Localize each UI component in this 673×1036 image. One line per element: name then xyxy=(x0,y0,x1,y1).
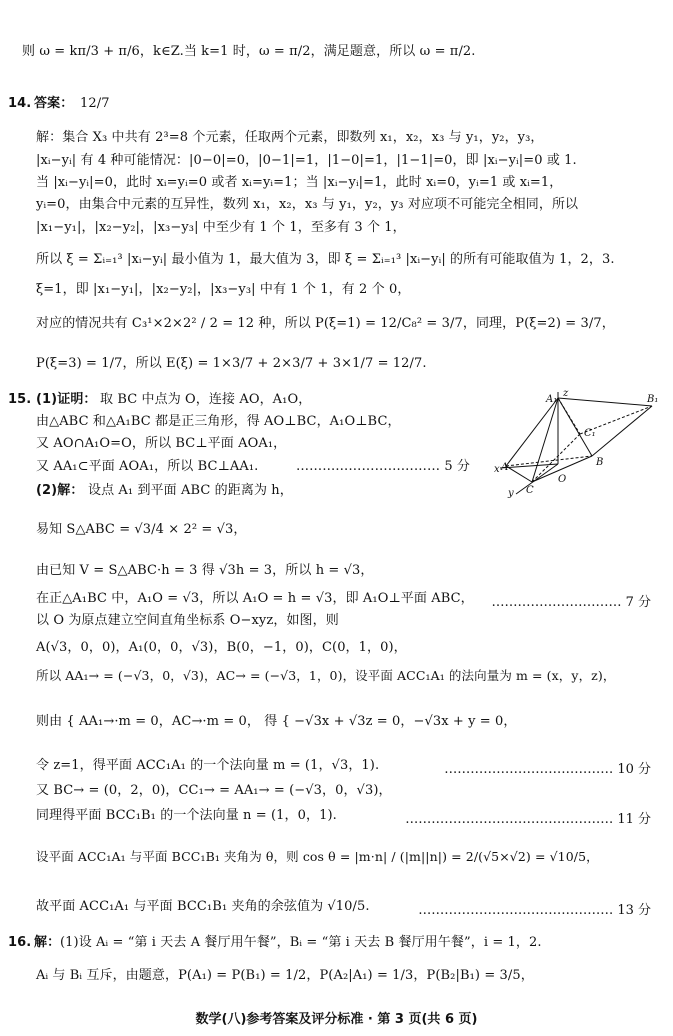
q15-line-15: 同理得平面 BCC₁B₁ 的一个法向量 n = (1，0，1). xyxy=(36,808,337,823)
score-7: ………………………… 7 分 xyxy=(491,595,651,610)
edge-A1B xyxy=(558,398,592,456)
q14-line-4: yᵢ=0，由集合中元素的互异性，数列 x₁，x₂，x₃ 与 y₁，y₂，y₃ 对应项不可能完全相同，所以 xyxy=(36,197,579,212)
score-10: ………………………………… 10 分 xyxy=(444,762,651,777)
q15-line-4: 又 AA₁⊂平面 AOA₁，所以 BC⊥AA₁. xyxy=(36,459,259,474)
q15-line-14: 又 BC→ = (0，2，0)，CC₁→ = AA₁→ = (−√3，0，√3)， xyxy=(36,783,392,798)
prism-figure xyxy=(492,386,662,498)
q15-line-8: 在正△A₁BC 中，A₁O = √3，所以 A₁O = h = √3，即 A₁O⊥平面 ABC， xyxy=(36,591,474,606)
label-C1: C₁ xyxy=(584,428,596,439)
page-footer: 数学(八)参考答案及评分标准 · 第 3 页(共 6 页) xyxy=(195,1012,478,1027)
label-O: O xyxy=(558,474,567,485)
q15-line-12: 则由 { AA₁→·m = 0，AC→·m = 0， 得 { −√3x + √3z = 0，−√3x + y = 0， xyxy=(36,714,517,729)
q14-answer: 12/7 xyxy=(80,96,110,111)
q15-line-7: 由已知 V = S△ABC·h = 3 得 √3h = 3，所以 h = √3， xyxy=(36,563,374,578)
edge-A1C xyxy=(532,398,558,482)
q14-number: 14. xyxy=(8,96,32,111)
q14-line-5: |x₁−y₁|，|x₂−y₂|，|x₃−y₃| 中至少有 1 个 1，至多有 3 个 1， xyxy=(36,220,406,235)
label-A: A xyxy=(501,462,509,473)
q14-line-7: ξ=1，即 |x₁−y₁|，|x₂−y₂|，|x₃−y₃| 中有 1 个 1，有 2 个 0， xyxy=(36,282,411,297)
label-C: C xyxy=(526,485,534,496)
q16-line-1: (1)设 Aᵢ = “第 i 天去 A 餐厅用午餐”，Bᵢ = “第 i 天去 B 餐厅用午餐”，i = 1，2. xyxy=(60,935,542,950)
q14-line-6: 所以 ξ = Σᵢ₌₁³ |xᵢ−yᵢ| 最小值为 1，最大值为 3，即 ξ = Σᵢ₌₁³ |xᵢ−yᵢ| 的所有可能取值为 1，2，3. xyxy=(36,252,615,267)
q14-line-2: |xᵢ−yᵢ| 有 4 种可能情况：|0−0|=0，|0−1|=1，|1−0|=1，|1−1|=0，即 |xᵢ−yᵢ|=0 或 1. xyxy=(36,153,577,168)
q16-line-2: Aᵢ 与 Bᵢ 互斥，由题意，P(A₁) = P(B₁) = 1/2，P(A₂|A₁) = 1/3，P(B₂|B₁) = 3/5， xyxy=(36,968,534,983)
q15-line-10: A(√3，0，0)，A₁(0，0，√3)，B(0，−1，0)，C(0，1，0)， xyxy=(36,640,407,655)
label-B: B xyxy=(596,457,604,468)
q15-line-6: 易知 S△ABC = √3/4 × 2² = √3， xyxy=(36,522,247,537)
q15-line-11: 所以 AA₁→ = (−√3，0，√3)，AC→ = (−√3，1，0)，设平面 ACC₁A₁ 的法向量为 m = (x，y，z)， xyxy=(36,668,616,683)
q15-line-17: 故平面 ACC₁A₁ 与平面 BCC₁B₁ 夹角的余弦值为 √10/5. xyxy=(36,899,370,914)
edge-A1B1 xyxy=(558,398,652,406)
q14-line-3: 当 |xᵢ−yᵢ|=0，此时 xᵢ=yᵢ=0 或者 xᵢ=yᵢ=1；当 |xᵢ−yᵢ|=1，此时 xᵢ=0，yᵢ=1 或 xᵢ=1， xyxy=(36,175,563,190)
q14-line-8: 对应的情况共有 C₃¹×2×2² / 2 = 12 种，所以 P(ξ=1) = 12/C₈² = 3/7，同理，P(ξ=2) = 3/7， xyxy=(36,316,615,331)
score-11: ………………………………………… 11 分 xyxy=(405,812,651,827)
line-omega: 则 ω = kπ/3 + π/6，k∈Z.当 k=1 时，ω = π/2，满足题意，所以 ω = π/2. xyxy=(22,44,476,59)
label-y: y xyxy=(508,488,514,498)
q15-line-2: 由△ABC 和△A₁BC 都是正三角形，得 AO⊥BC，A₁O⊥BC， xyxy=(36,414,401,429)
q15-line-13: 令 z=1，得平面 ACC₁A₁ 的一个法向量 m = (1，√3，1). xyxy=(36,758,380,773)
label-z: z xyxy=(563,388,569,399)
edge-AC xyxy=(506,466,532,482)
q15-part1-label: (1)证明： xyxy=(36,392,97,407)
q15-line-3: 又 AO∩A₁O=O，所以 BC⊥平面 AOA₁， xyxy=(36,436,287,451)
q15-line-1: 取 BC 中点为 O，连接 AO，A₁O， xyxy=(100,392,312,407)
edge-BB1 xyxy=(592,406,652,456)
label-A1: A₁ xyxy=(546,394,558,405)
y-axis xyxy=(516,464,558,494)
q15-part2-label: (2)解： xyxy=(36,483,84,498)
q15-line-5: 设点 A₁ 到平面 ABC 的距离为 h， xyxy=(88,483,293,498)
label-x: x xyxy=(494,464,500,475)
q16-solution-label: 解： xyxy=(34,935,61,950)
score-5: …………………………… 5 分 xyxy=(296,459,471,474)
q15-number: 15. xyxy=(8,392,32,407)
q15-line-9: 以 O 为原点建立空间直角坐标系 O−xyz，如图，则 xyxy=(36,613,339,628)
q14-line-1: 解：集合 X₃ 中共有 2³=8 个元素，任取两个元素，即数列 x₁，x₂，x₃ 与 y₁，y₂，y₃， xyxy=(36,130,544,145)
score-13: ……………………………………… 13 分 xyxy=(418,903,651,918)
label-B1: B₁ xyxy=(647,394,659,405)
q14-answer-label: 答案： xyxy=(34,96,74,111)
q16-number: 16. xyxy=(8,935,32,950)
q14-line-9: P(ξ=3) = 1/7，所以 E(ξ) = 1×3/7 + 2×3/7 + 3×1/7 = 12/7. xyxy=(36,356,427,371)
q15-line-16: 设平面 ACC₁A₁ 与平面 BCC₁B₁ 夹角为 θ，则 cos θ = |m·n| / (|m||n|) = 2/(√5×√2) = √10/5， xyxy=(36,849,599,864)
edge-AA1 xyxy=(506,398,558,466)
